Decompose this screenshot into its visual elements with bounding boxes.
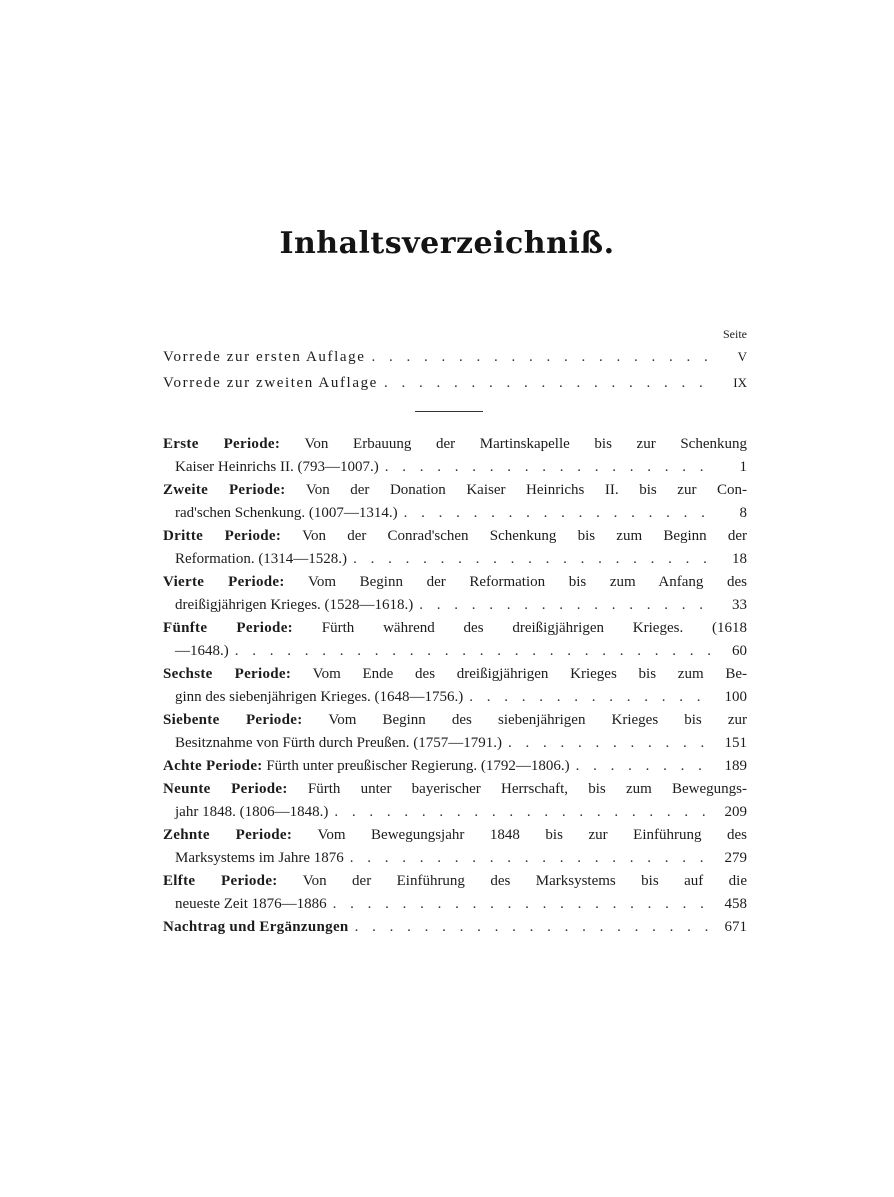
period-title-line2: Marksystems im Jahre 1876 — [175, 850, 344, 866]
period-heading: Achte Periode: — [163, 758, 263, 774]
toc-entry-first-line — [163, 709, 747, 732]
toc-entry-period-10 — [163, 824, 747, 870]
period-heading: Siebente Periode: — [163, 712, 303, 728]
period-title-line2: rad'schen Schenkung. (1007—1314.) — [175, 505, 398, 521]
front-matter-list — [163, 344, 747, 396]
toc-entry-first-line — [163, 663, 747, 686]
period-heading: Zweite Periode: — [163, 482, 286, 498]
leader-dots — [385, 456, 711, 479]
toc-entry-period-9 — [163, 778, 747, 824]
leader-dots — [235, 640, 711, 663]
toc-entry-page: 33 — [732, 597, 747, 613]
period-title-line1: Vom Beginn des siebenjährigen Krieges bis zur — [328, 712, 748, 728]
period-heading: Elfte Periode: — [163, 873, 278, 889]
toc-entry-first-line — [163, 571, 747, 594]
period-title-line1: Fürth unter preußischer Regierung. (1792—1806.) — [266, 758, 570, 774]
toc-entry-first-line — [163, 479, 747, 502]
toc-entry-period-6 — [163, 663, 747, 709]
period-heading: Vierte Periode: — [163, 574, 285, 590]
toc-entry-first-line — [163, 433, 747, 456]
period-title-line1: Von der Einführung des Marksystems bis auf die — [302, 873, 747, 889]
leader-dots — [508, 732, 711, 755]
toc-entry-page: 8 — [739, 505, 747, 521]
toc-entry-preface-first — [163, 344, 747, 370]
toc-entry-page: 671 — [724, 919, 747, 935]
toc-entry-page: IX — [733, 375, 747, 390]
leader-dots — [333, 893, 711, 916]
toc-entry-page: 100 — [724, 689, 747, 705]
period-title-line2: Reformation. (1314—1528.) — [175, 551, 348, 567]
toc-entry-period-3 — [163, 525, 747, 571]
period-heading: Sechste Periode: — [163, 666, 292, 682]
period-title-line2: Kaiser Heinrichs II. (793—1007.) — [175, 459, 379, 475]
period-title-line2: ginn des siebenjährigen Krieges. (1648—1756.) — [175, 689, 464, 705]
toc-entry-page: 458 — [724, 896, 747, 912]
toc-entry-first-line — [163, 824, 747, 847]
period-title-line2: dreißigjährigen Krieges. (1528—1618.) — [175, 597, 414, 613]
toc-entry-page: V — [737, 349, 747, 364]
period-title-line1: Von Erbauung der Martinskapelle bis zur Schenkung — [304, 436, 748, 452]
period-heading: Neunte Periode: — [163, 781, 288, 797]
toc-entry-period-2 — [163, 479, 747, 525]
leader-dots — [469, 686, 711, 709]
period-title-line1: Vom Ende des dreißigjährigen Krieges bis zum Be- — [312, 666, 748, 682]
period-title-line2: Besitznahme von Fürth durch Preußen. (1757—1791.) — [175, 735, 503, 751]
period-title-line1: Vom Bewegungsjahr 1848 bis zur Einführung des — [317, 827, 748, 843]
toc-entry-first-line — [163, 617, 747, 640]
toc-entry-period-5 — [163, 617, 747, 663]
period-heading: Dritte Periode: — [163, 528, 282, 544]
toc-entry-page: 60 — [732, 643, 747, 659]
leader-dots — [334, 801, 711, 824]
period-title-line1: Fürth während des dreißigjährigen Krieges. (1618 — [321, 620, 747, 636]
period-title-line1: Vom Beginn der Reformation bis zum Anfang des — [307, 574, 747, 590]
toc-entry-period-11 — [163, 870, 747, 916]
period-title-line1: Fürth unter bayerischer Herrschaft, bis zum Bewegungs- — [307, 781, 748, 797]
leader-dots — [353, 548, 711, 571]
toc-entry-page: 18 — [732, 551, 747, 567]
toc-entry-page: 151 — [724, 735, 747, 751]
period-title-line2: neueste Zeit 1876—1886 — [175, 896, 327, 912]
periods-list — [163, 433, 747, 939]
leader-dots — [372, 345, 711, 370]
period-title-line2: —1648.) — [175, 643, 229, 659]
period-heading: Zehnte Periode: — [163, 827, 293, 843]
toc-entry-label: Vorrede zur zweiten Auflage — [163, 375, 378, 391]
toc-entry-appendix — [163, 916, 747, 939]
toc-entry-page: 209 — [724, 804, 747, 820]
period-title-line2: jahr 1848. (1806—1848.) — [175, 804, 329, 820]
leader-dots — [404, 502, 711, 525]
toc-entry-page: 189 — [724, 758, 747, 774]
period-title-line1: Von der Donation Kaiser Heinrichs II. bis zur Con- — [305, 482, 747, 498]
toc-entry-period-4 — [163, 571, 747, 617]
toc-entry-period-1 — [163, 433, 747, 479]
toc-entry-label: Vorrede zur ersten Auflage — [163, 349, 366, 365]
toc-entry-preface-second — [163, 370, 747, 396]
toc-entry-first-line — [163, 778, 747, 801]
leader-dots — [355, 916, 711, 939]
leader-dots — [350, 847, 711, 870]
toc-entry-first-line — [163, 870, 747, 893]
toc-entry-first-line — [163, 525, 747, 548]
leader-dots — [576, 755, 711, 778]
toc-entry-page: 279 — [724, 850, 747, 866]
page-title: Inhaltsverzeichniß. — [279, 226, 615, 261]
toc-entry-period-8 — [163, 755, 747, 778]
section-divider — [415, 411, 483, 412]
toc-entry-page: 1 — [739, 459, 747, 475]
period-title-line1: Von der Conrad'schen Schenkung bis zum Beginn der — [302, 528, 748, 544]
toc-entry-period-7 — [163, 709, 747, 755]
period-heading: Fünfte Periode: — [163, 620, 293, 636]
leader-dots — [419, 594, 711, 617]
period-heading: Erste Periode: — [163, 436, 281, 452]
page-column-label: Seite — [723, 327, 747, 341]
leader-dots — [384, 371, 711, 396]
appendix-label: Nachtrag und Ergänzungen — [163, 919, 349, 935]
